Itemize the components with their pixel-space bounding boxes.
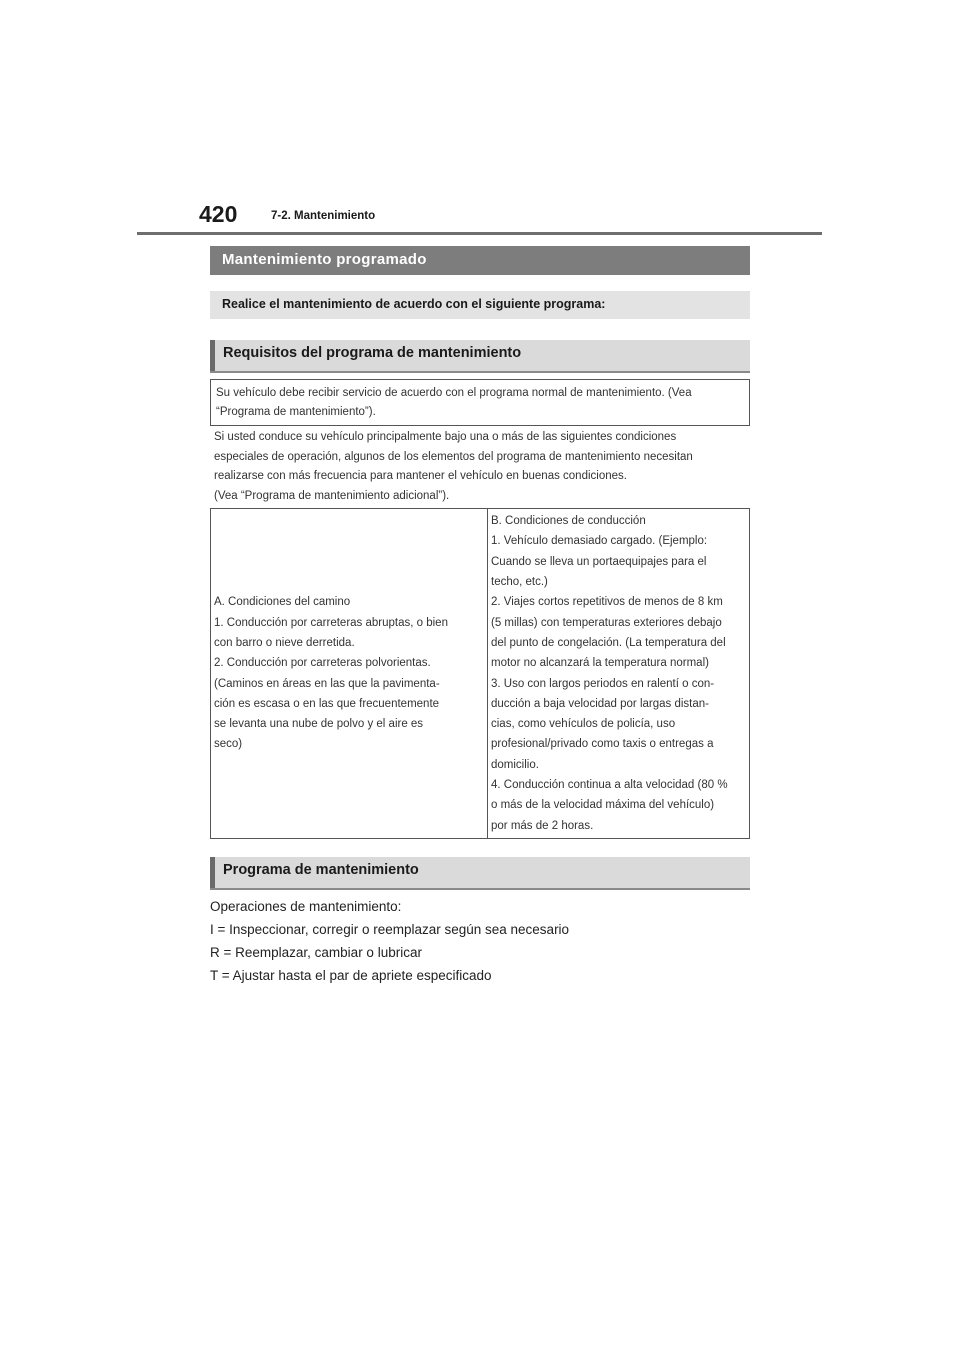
- driving-line: 4. Conducción continua a alta velocidad (80 %: [491, 778, 728, 791]
- operations-line: T = Ajustar hasta el par de apriete especificado: [210, 968, 492, 983]
- road-line: con barro o nieve derretida.: [214, 636, 355, 649]
- road-line: seco): [214, 738, 243, 751]
- driving-line: motor no alcanzará la temperatura normal): [491, 657, 709, 670]
- road-line: ción es escasa o en las que frecuentemente: [214, 697, 440, 710]
- requirements-note: [210, 379, 750, 426]
- paragraph-line: realizarse con más frecuencia para mantener el vehículo en buenas condiciones.: [214, 470, 627, 483]
- road-line: 2. Conducción por carreteras polvorientas.: [214, 657, 431, 670]
- driving-line: profesional/privado como taxis o entregas a: [491, 738, 714, 751]
- paragraph-line: (Vea “Programa de mantenimiento adicional”).: [214, 489, 450, 502]
- driving-line: 1. Vehículo demasiado cargado. (Ejemplo:: [491, 535, 708, 548]
- operations-line: I = Inspeccionar, corregir o reemplazar según sea necesario: [210, 922, 570, 937]
- driving-line: del punto de congelación. (La temperatura del: [491, 636, 726, 649]
- requirements-heading: Requisitos del programa de mantenimiento: [210, 340, 750, 371]
- conditions-table: [210, 508, 750, 839]
- main-title: Mantenimiento programado: [210, 246, 750, 275]
- driving-line: techo, etc.): [491, 576, 548, 589]
- driving-line: 3. Uso con largos periodos en ralentí o con-: [491, 677, 715, 690]
- driving-line: 2. Viajes cortos repetitivos de menos de 8 km: [491, 596, 723, 609]
- intro-text: Realice el mantenimiento de acuerdo con el siguiente programa:: [210, 291, 750, 319]
- operations-line: Operaciones de mantenimiento:: [210, 899, 402, 914]
- driving-line: ducción a baja velocidad por largas distan-: [491, 697, 709, 710]
- header-rule: [137, 232, 822, 235]
- operations-list: [210, 895, 569, 987]
- driving-line: B. Condiciones de conducción: [491, 515, 646, 528]
- road-line: A. Condiciones del camino: [214, 596, 351, 609]
- section-label: 7-2. Mantenimiento: [271, 210, 376, 222]
- driving-line: cias, como vehículos de policía, uso: [491, 718, 676, 731]
- requirements-paragraph: [214, 428, 754, 506]
- road-line: 1. Conducción por carreteras abruptas, o bien: [214, 616, 448, 629]
- paragraph-line: Si usted conduce su vehículo principalmente bajo una o más de las siguientes condiciones: [214, 431, 677, 443]
- driving-line: (5 millas) con temperaturas exteriores debajo: [491, 616, 722, 629]
- road-line: se levanta una nube de polvo y el aire es: [214, 718, 424, 731]
- schedule-heading: Programa de mantenimiento: [210, 857, 750, 888]
- road-conditions-cell: [211, 509, 488, 839]
- driving-line: Cuando se lleva un portaequipajes para el: [491, 555, 707, 568]
- driving-line: domicilio.: [491, 758, 539, 771]
- page-number: 420: [199, 201, 238, 227]
- road-line: (Caminos en áreas en las que la pavimenta-: [214, 677, 440, 690]
- operations-line: R = Reemplazar, cambiar o lubricar: [210, 945, 422, 960]
- driving-conditions-cell: [488, 509, 750, 839]
- note-line: Su vehículo debe recibir servicio de acuerdo con el programa normal de mantenimiento. (Vea: [216, 387, 692, 399]
- paragraph-line: especiales de operación, algunos de los elementos del programa de mantenimiento necesitan: [214, 450, 693, 463]
- driving-line: o más de la velocidad máxima del vehículo): [491, 799, 715, 812]
- driving-line: por más de 2 horas.: [491, 819, 594, 832]
- note-line: “Programa de mantenimiento”).: [216, 406, 376, 418]
- table-row: [211, 509, 750, 839]
